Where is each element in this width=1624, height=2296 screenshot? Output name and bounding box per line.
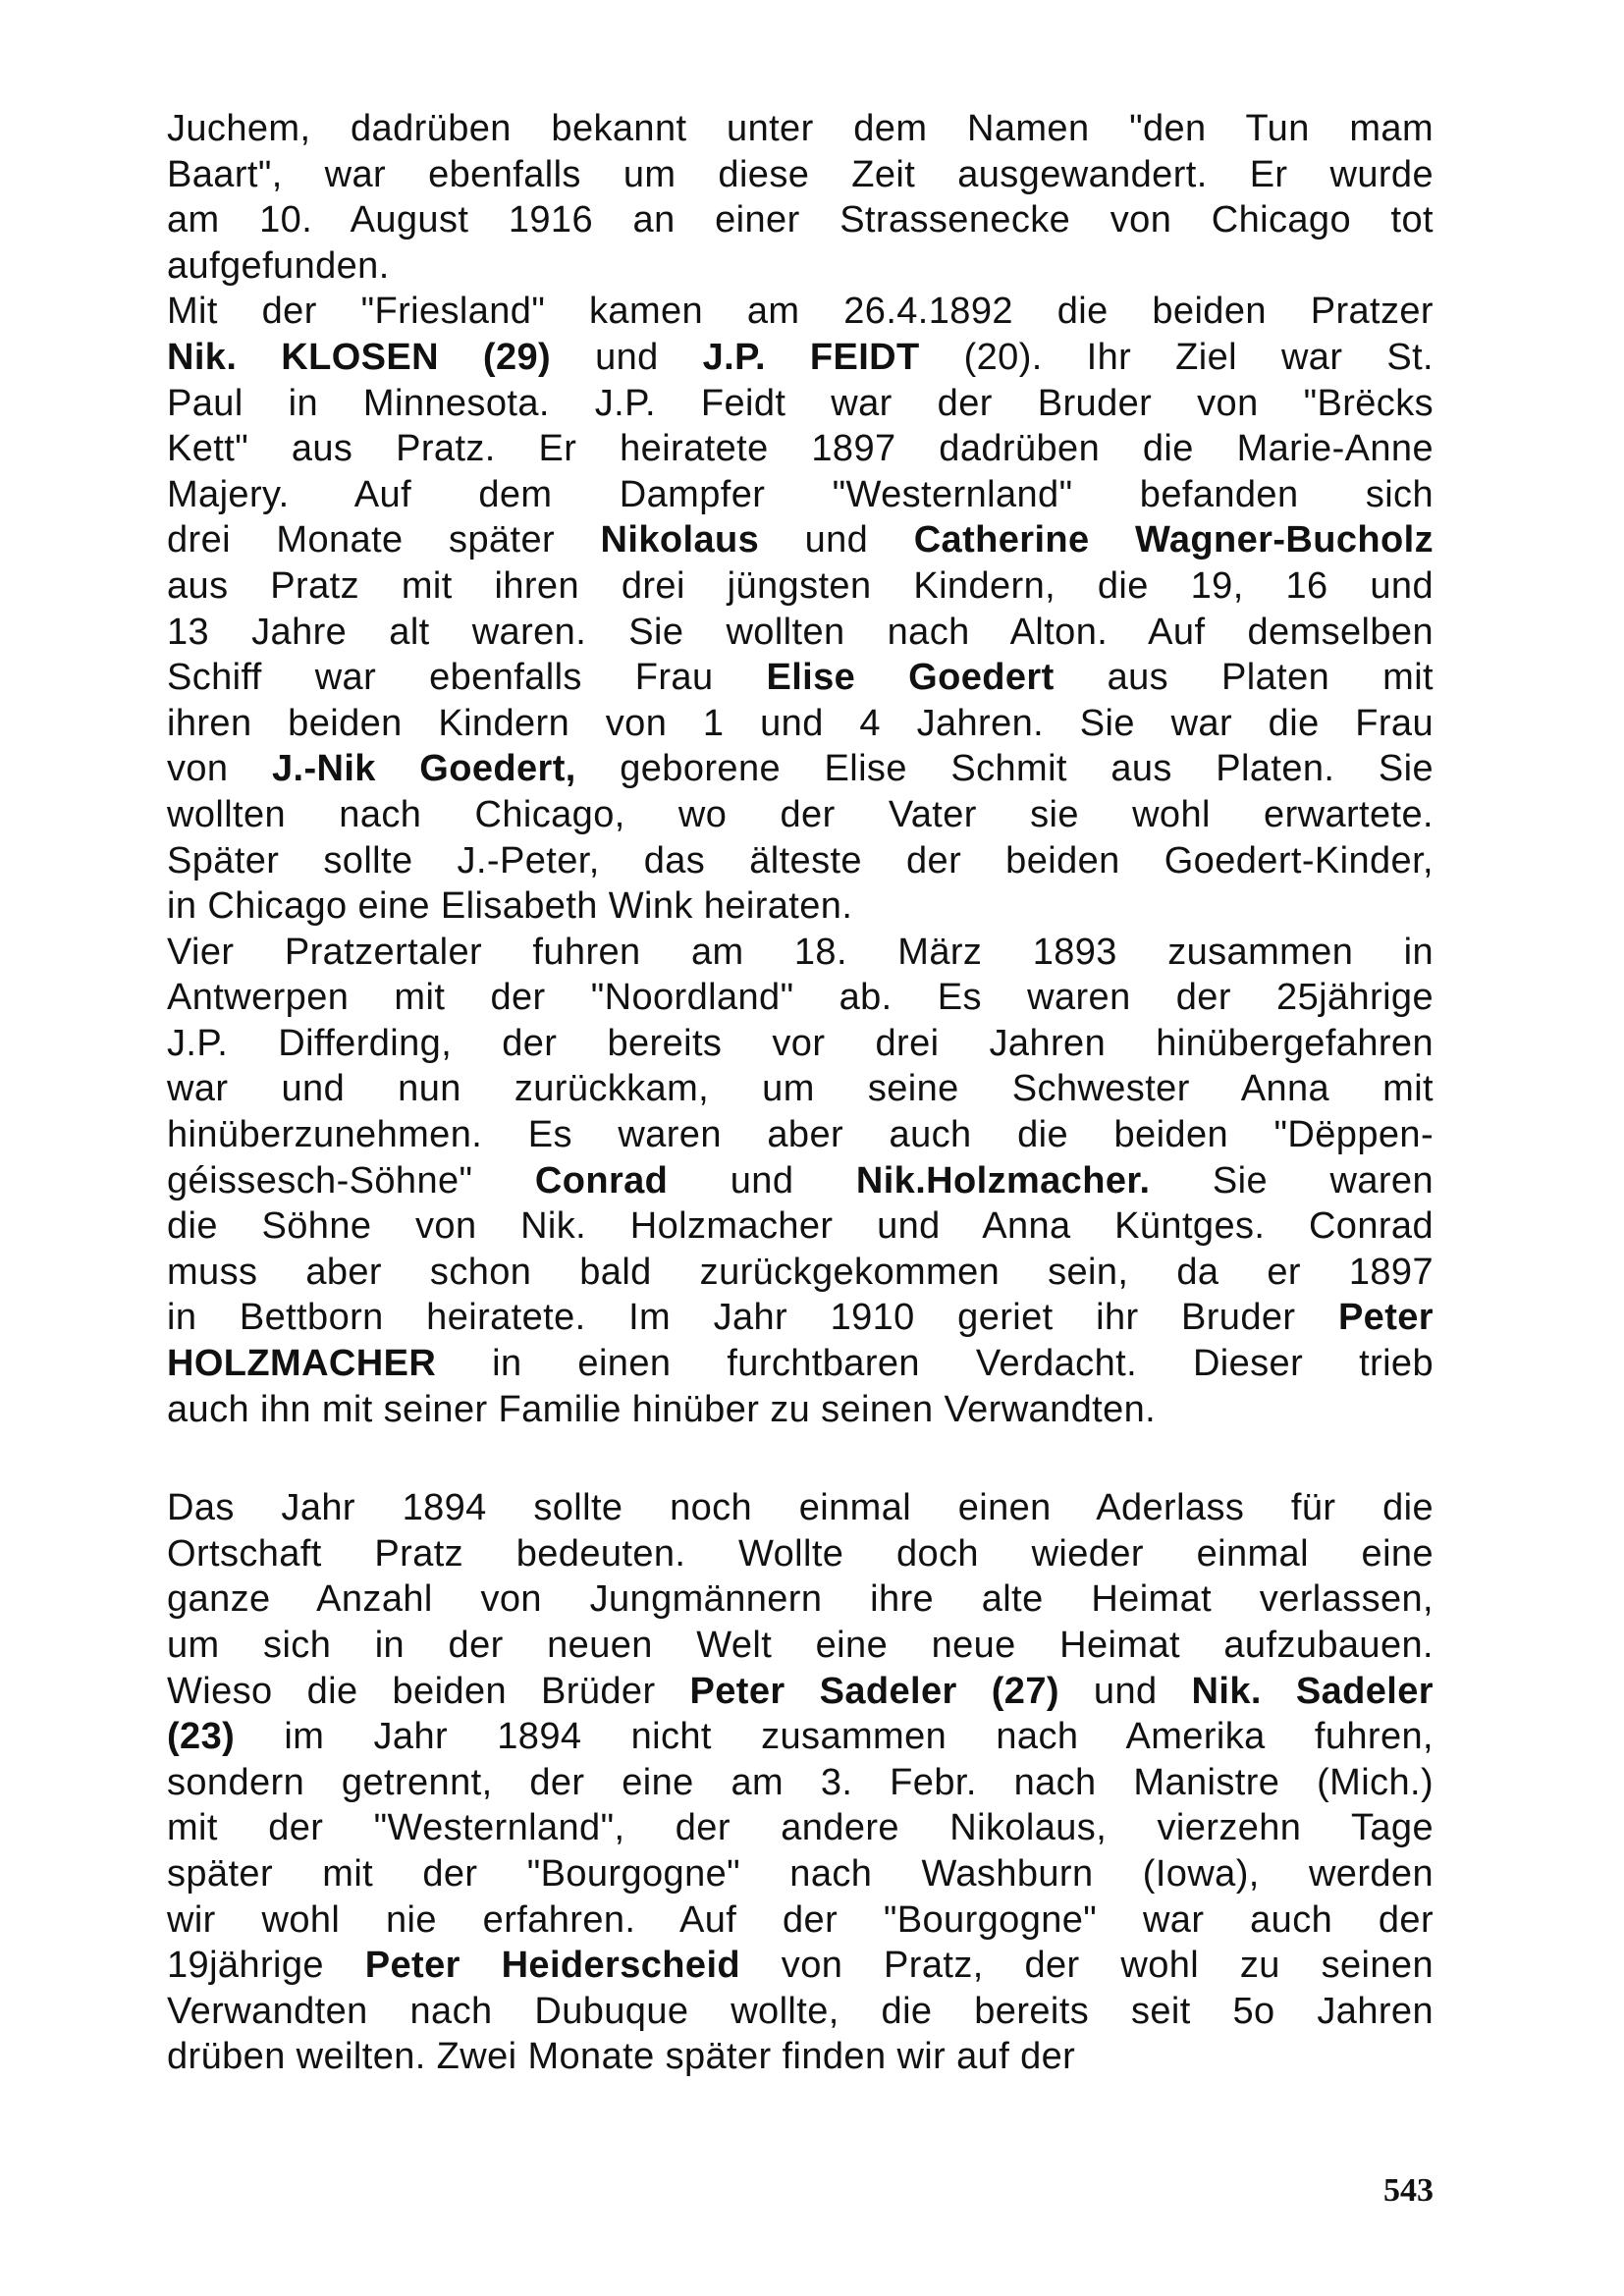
text-line xyxy=(167,197,1434,243)
text-line xyxy=(167,106,1434,152)
text-run: in Bettborn heiratete. Im Jahr 1910 geriet ihr Bruder xyxy=(167,1297,1338,1339)
text-line xyxy=(167,152,1434,198)
text-run: Mit der "Friesland" kamen am 26.4.1892 die beiden Pratzer xyxy=(167,291,1434,333)
paragraph xyxy=(167,106,1434,1432)
text-run: aus Platen mit xyxy=(1054,657,1434,699)
text-run: in einen furchtbaren Verdacht. Dieser trieb xyxy=(436,1343,1434,1385)
text-line xyxy=(167,1576,1434,1623)
text-run: drüben weilten. Zwei Monate später finden wir auf der xyxy=(167,2036,1076,2078)
bold-name: Elise Goedert xyxy=(766,657,1055,699)
bold-name: (23) xyxy=(167,1716,236,1758)
text-run: am 10. August 1916 an einer Strassenecke von Chicago tot xyxy=(167,199,1434,241)
text-line xyxy=(167,381,1434,427)
text-run: sondern getrennt, der eine am 3. Febr. nach Manistre (Mich.) xyxy=(167,1761,1434,1803)
text-line xyxy=(167,1158,1434,1204)
bold-name: J.-Nik Goedert, xyxy=(271,748,576,790)
bold-name: Peter Sadeler (27) xyxy=(689,1670,1059,1712)
text-line xyxy=(167,563,1434,610)
text-line xyxy=(167,1623,1434,1669)
text-run: und xyxy=(1058,1670,1192,1712)
text-run: 13 Jahre alt waren. Sie wollten nach Alton. Auf demselben xyxy=(167,611,1434,653)
bold-name: Nik. Sadeler xyxy=(1191,1670,1434,1712)
text-run: aus Pratz mit ihren drei jüngsten Kindern, die 19, 16 und xyxy=(167,564,1434,607)
text-run: aufgefunden. xyxy=(167,244,390,287)
text-line xyxy=(167,792,1434,838)
text-line xyxy=(167,838,1434,884)
paragraph-gap xyxy=(167,1432,1434,1485)
text-run: wollten nach Chicago, wo der Vater sie wohl erwartete. xyxy=(167,793,1434,835)
text-run: wir wohl nie erfahren. Auf der "Bourgogne" war auch der xyxy=(167,1898,1434,1941)
text-run: Das Jahr 1894 sollte noch einmal einen Aderlass für die xyxy=(167,1487,1434,1529)
text-run: war und nun zurückkam, um seine Schwester Anna mit xyxy=(167,1068,1434,1110)
text-run: und xyxy=(759,519,914,561)
text-line xyxy=(167,1943,1434,1989)
text-run: Sie waren xyxy=(1150,1159,1434,1201)
text-run: 19jährige xyxy=(167,1945,365,1987)
text-run: hinüberzunehmen. Es waren aber auch die beiden "Dëppen- xyxy=(167,1114,1434,1156)
bold-name: Peter xyxy=(1337,1297,1434,1339)
text-line xyxy=(167,2034,1434,2080)
bold-name: Nikolaus xyxy=(600,519,760,561)
text-run: mit der "Westernland", der andere Nikolaus, vierzehn Tage xyxy=(167,1807,1434,1849)
text-run: Kett" aus Pratz. Er heiratete 1897 dadrüben die Marie-Anne xyxy=(167,428,1434,470)
text-line xyxy=(167,1485,1434,1531)
text-line xyxy=(167,1250,1434,1296)
text-line xyxy=(167,1669,1434,1715)
text-run: (20). Ihr Ziel war St. xyxy=(919,336,1434,378)
text-line xyxy=(167,289,1434,335)
text-run: Antwerpen mit der "Noordland" ab. Es waren der 25jährige xyxy=(167,977,1434,1019)
text-line xyxy=(167,1531,1434,1577)
text-line xyxy=(167,517,1434,563)
text-line xyxy=(167,1112,1434,1158)
text-line xyxy=(167,1066,1434,1112)
text-line xyxy=(167,883,1434,930)
text-run: Verwandten nach Dubuque wollte, die bereits seit 5o Jahren xyxy=(167,1990,1434,2032)
bold-name: Peter Heiderscheid xyxy=(364,1945,741,1987)
text-run: von xyxy=(167,748,272,790)
text-line xyxy=(167,1851,1434,1897)
text-line xyxy=(167,1203,1434,1250)
text-line xyxy=(167,610,1434,656)
text-line xyxy=(167,426,1434,472)
text-line xyxy=(167,930,1434,976)
text-line xyxy=(167,975,1434,1021)
text-run: géissesch-Söhne" xyxy=(167,1159,535,1201)
page-body xyxy=(167,106,1434,2080)
text-run: Später sollte J.-Peter, das älteste der beiden Goedert-Kinder, xyxy=(167,839,1434,881)
text-run: Wieso die beiden Brüder xyxy=(167,1670,690,1712)
text-line xyxy=(167,701,1434,747)
text-run: auch ihn mit seiner Familie hinüber zu seinen Verwandten. xyxy=(167,1388,1157,1430)
text-line xyxy=(167,1021,1434,1067)
text-line xyxy=(167,1897,1434,1944)
text-line xyxy=(167,746,1434,792)
text-run: in Chicago eine Elisabeth Wink heiraten. xyxy=(167,885,853,928)
text-line xyxy=(167,655,1434,701)
text-run: Paul in Minnesota. J.P. Feidt war der Bruder von "Brëcks xyxy=(167,382,1434,424)
bold-name: Nik.Holzmacher. xyxy=(855,1159,1151,1201)
bold-name: HOLZMACHER xyxy=(167,1343,437,1385)
text-run: Ortschaft Pratz bedeuten. Wollte doch wieder einmal eine xyxy=(167,1532,1434,1575)
bold-name: J.P. FEIDT xyxy=(702,336,920,378)
text-run: drei Monate später xyxy=(167,519,601,561)
text-run: Vier Pratzertaler fuhren am 18. März 1893 zusammen in xyxy=(167,931,1434,973)
text-run: die Söhne von Nik. Holzmacher und Anna Küntges. Conrad xyxy=(167,1205,1434,1248)
text-run: von Pratz, der wohl zu seinen xyxy=(740,1945,1435,1987)
text-run: und xyxy=(668,1159,856,1201)
text-run: geborene Elise Schmit aus Platen. Sie xyxy=(575,748,1434,790)
text-line xyxy=(167,1295,1434,1341)
text-run: ihren beiden Kindern von 1 und 4 Jahren. Sie war die Frau xyxy=(167,702,1434,744)
text-line xyxy=(167,1760,1434,1806)
text-line xyxy=(167,1341,1434,1387)
text-run: um sich in der neuen Welt eine neue Heimat aufzubauen. xyxy=(167,1625,1434,1666)
bold-name: Conrad xyxy=(534,1159,669,1201)
text-run: Juchem, dadrüben bekannt unter dem Namen "den Tun mam xyxy=(167,108,1434,149)
text-line xyxy=(167,1805,1434,1851)
text-line xyxy=(167,1387,1434,1433)
text-run: Majery. Auf dem Dampfer "Westernland" befanden sich xyxy=(167,473,1434,515)
text-run: muss aber schon bald zurückgekommen sein, da er 1897 xyxy=(167,1251,1434,1293)
text-run: im Jahr 1894 nicht zusammen nach Amerika fuhren, xyxy=(235,1716,1434,1758)
bold-name: Nik. KLOSEN (29) xyxy=(167,336,552,378)
text-run: und xyxy=(551,336,703,378)
text-line xyxy=(167,472,1434,518)
text-run: Baart", war ebenfalls um diese Zeit ausgewandert. Er wurde xyxy=(167,153,1434,195)
text-container xyxy=(167,106,1434,2080)
text-run: ganze Anzahl von Jungmännern ihre alte Heimat verlassen, xyxy=(167,1578,1434,1621)
text-line xyxy=(167,1714,1434,1760)
bold-name: Catherine Wagner-Bucholz xyxy=(913,519,1434,561)
text-line xyxy=(167,1989,1434,2035)
text-line xyxy=(167,335,1434,381)
text-run: Schiff war ebenfalls Frau xyxy=(167,657,767,699)
text-run: später mit der "Bourgogne" nach Washburn (Iowa), werden xyxy=(167,1852,1434,1895)
page-number: 543 xyxy=(1383,2172,1434,2209)
paragraph xyxy=(167,1485,1434,2080)
text-run: J.P. Differding, der bereits vor drei Jahren hinübergefahren xyxy=(167,1022,1434,1064)
text-line xyxy=(167,243,1434,290)
